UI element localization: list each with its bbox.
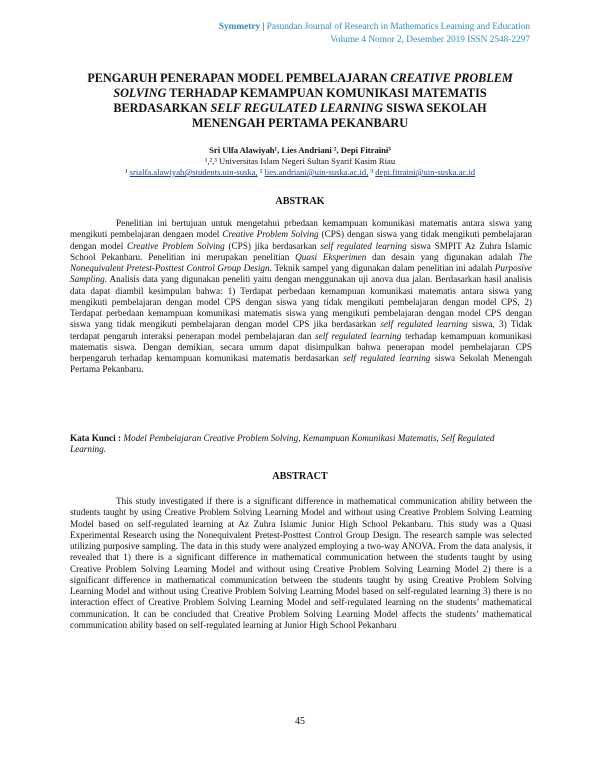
- email-prefix: ¹: [124, 167, 130, 177]
- keywords-label: Kata Kunci :: [70, 433, 122, 443]
- abstrak-heading: ABSTRAK: [275, 196, 325, 207]
- paper-title: [80, 71, 520, 131]
- journal-brand: Symmetry: [218, 22, 261, 32]
- text-run: dan desain yang digunakan adalah: [366, 251, 519, 262]
- italic-run: Creative Problem Solving: [222, 229, 319, 240]
- header-separator: |: [260, 22, 267, 32]
- abstract-heading: ABSTRACT: [272, 471, 328, 482]
- title-part: SISWA SEKOLAH MENENGAH PERTAMA PEKANBARU: [191, 101, 487, 130]
- email-link-1[interactable]: srialfa.alawiyah@students.uin-suska,: [129, 167, 258, 177]
- italic-run: Purposive Sampling: [70, 263, 533, 285]
- keywords-text: Model Pembelajaran Creative Problem Solving, Kemampuan Komunikasi Matematis, Self Regulated Learning.: [70, 433, 495, 455]
- email-link-2[interactable]: lies.andriani@uin-suska.ac.id,: [264, 167, 369, 177]
- page-number: 45: [295, 716, 305, 727]
- journal-title: Pasundan Journal of Research in Mathematics Learning and Education: [266, 22, 530, 32]
- title-part: TERHADAP KEMAMPUAN KOMUNIKASI MATEMATIS BERDASARKAN: [113, 86, 487, 115]
- text-run: Penelitian ini bertujuan untuk mengetahui prbedaan kemampuan komunikasi matematis antara siswa yang mengikuti pembelajaran dengaen model: [70, 218, 532, 240]
- italic-run: self regulated learning: [380, 319, 468, 330]
- title-part-italic: CREATIVE PROBLEM SOLVING: [113, 71, 513, 100]
- author-block: [60, 145, 540, 178]
- italic-run: Creative Problem Solving: [127, 240, 225, 251]
- journal-name-line: [219, 21, 530, 34]
- journal-volume: Volume 4 Nomor 2, Desember 2019 ISSN 2548-2297: [330, 35, 530, 45]
- text-run: terhadap kemampuan komunikasi matematis siswa. Dengan demikian, secara umum dapat disimpulkan bahwa penerapan model pembelajaran CPS berpengaruh terhadap kemampuan komunikasi matematis berdasarkan: [70, 330, 532, 363]
- keywords: [70, 433, 532, 456]
- title-part-italic: SELF REGULATED LEARNING: [210, 101, 384, 115]
- author-emails: [60, 167, 540, 178]
- italic-run: self regulated learning: [343, 353, 431, 363]
- italic-run: self regulated learning: [315, 330, 402, 341]
- email-prefix: ²: [257, 167, 265, 177]
- email-prefix: ³: [368, 167, 376, 177]
- email-link-3[interactable]: depi.fitraini@uin-suska.ac.id: [375, 167, 476, 177]
- italic-run: Quasi Eksperimen: [295, 251, 367, 262]
- text-run: siswa SMPIT Az Zuhra Islamic School Pekanbaru. Penelitian ini merupakan penelitian: [70, 240, 533, 262]
- text-run: (CPS) dengan siswa yang tidak mengikuti pembelajaran dengan model: [70, 229, 533, 251]
- affiliation: ¹,²,³ Universitas Islam Negeri Sultan Syarif Kasim Riau: [204, 156, 396, 166]
- text-run: siswa Sekolah Menengah Pertama Pekanbaru.: [70, 353, 532, 375]
- abstract-body: [70, 496, 532, 631]
- journal-header: [219, 21, 530, 47]
- italic-run: self regulated learning: [320, 240, 407, 251]
- abstrak-body: [70, 218, 532, 376]
- text-run: . Analisis data yang digunakan peneliti yaitu dengan menggunakan uji anova dua jalan. Berdasarkan hasil analisis data dapat diambil kesimpulan bahwa: 1) Terdapat perbedaan kemampuan komunikasi matematis antara siswa yang mengikuti pembelajaran dengan model CPS dengan siswa yang tidak mengikuti pembelajaran dengan model CPS, 2) Terdapat perbedaan kemampuan komunikasi matematis siswa yang mengikuti pembelajaran dengan model CPS dengan siswa yang tidak mengikuti pembelajaran dengan model CPS jika berdasarkan: [70, 274, 532, 330]
- abstract-text: This study investigated if there is a significant difference in mathematical communication ability between the students taught by using Creative Problem Solving Learning Model and without using Creative Problem Solving Learning Model based on self-regulated learning at Az Zuhra Islamic Junior High School Pekanbaru. This study was a Quasi Experimental Research using the Nonequivalent Pretest-Posttest Control Group Design. The research sample was selected utilizing purposive sampling. The data in this study were analyzed employing a two-way ANOVA. From the data analysis, it revealed that 1) there is a significant difference in mathematical communication between the students taught by using Creative Problem Solving Learning Model and without using Creative Problem Solving Learning Model 2) there is a significant difference in mathematical communication between the students taught by using Creative Problem Solving Learning Model and without using Creative Problem Solving Learning Model based on self-regulated learning 3) there is no interaction effect of Creative Problem Solving Learning Model and self-regulated learning on the students’ mathematical communication. It can be concluded that Creative Problem Solving Learning Model affects the students’ mathematical communication ability based on self-regulated learning at Junior High School Pekanbaru: [70, 496, 532, 630]
- text-run: . Teknik sampel yang digunakan dalam penelitian ini adalah: [269, 263, 495, 273]
- author-names: Sri Ulfa Alawiyah¹, Lies Andriani ², Depi Fitraini³: [209, 145, 391, 155]
- text-run: siswa, 3) Tidak terdapat pengaruh interaksi penerapan model pembelajaran dan: [70, 319, 532, 341]
- text-run: (CPS) jika berdasarkan: [224, 240, 321, 251]
- title-part: PENGARUH PENERAPAN MODEL PEMBELAJARAN: [87, 71, 391, 85]
- italic-run: The Nonequivalent Pretest-Posttest Control Group Design: [70, 251, 532, 273]
